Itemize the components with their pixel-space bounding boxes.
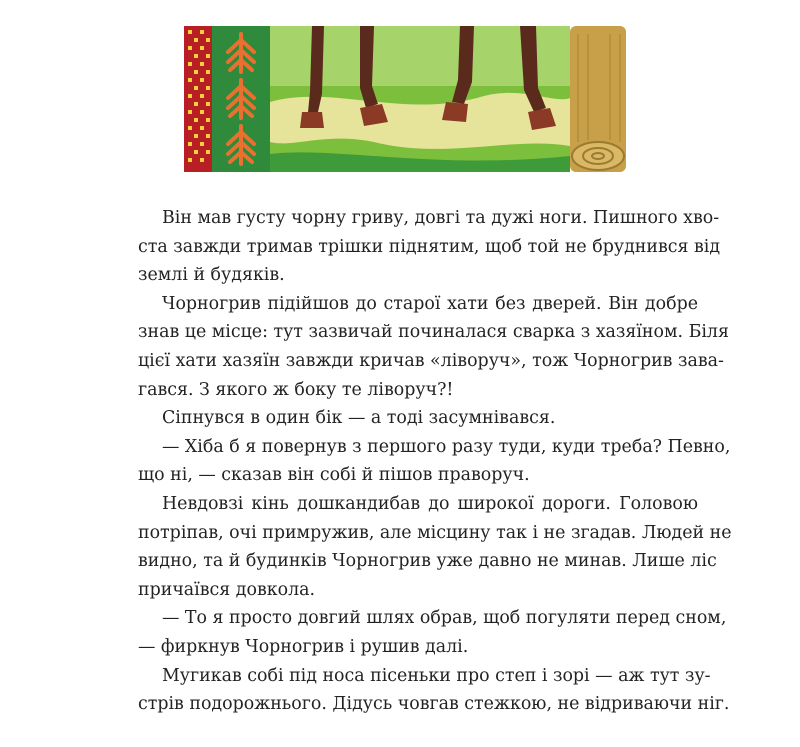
text-line: стрів подорожнього. Дідусь човгав стежкою, не відриваючи ніг.: [138, 694, 730, 715]
text-line: Невдовзі кінь дошкандибав до широкої дороги. Головою: [162, 493, 698, 514]
text-line: Мугикав собі під носа пісеньки про степ і зорі — аж тут зу-: [162, 665, 711, 686]
text-line: цієї хати хазяїн завжди кричав «ліворуч», тож Чорногрив зава-: [138, 350, 724, 371]
text-line: ста завжди тримав трішки піднятим, щоб той не бруднився від: [138, 236, 721, 257]
text-line: Він мав густу чорну гриву, довгі та дужі ноги. Пишного хво-: [162, 208, 720, 228]
text-line: що ні, — сказав він собі й пішов праворуч.: [138, 465, 530, 486]
text-line: — То я просто довгий шлях обрав, щоб погуляти перед сном,: [162, 608, 727, 629]
text-line: землі й будяків.: [138, 265, 285, 286]
text-line: Чорногрив підійшов до старої хати без дверей. Він добре: [162, 293, 698, 314]
text-line: видно, та й будинків Чорногрив уже давно не минав. Лише ліс: [138, 551, 717, 572]
text-line: гався. З якого ж боку те ліворуч?!: [138, 379, 454, 400]
story-illustration: [184, 24, 636, 174]
text-line: потріпав, очі примружив, але місцину так і не згадав. Людей не: [138, 522, 732, 543]
text-line: Сіпнувся в один бік — а тоді засумнівався.: [162, 408, 556, 429]
carpet-roll-end: [572, 142, 624, 170]
text-line: — фиркнув Чорногрив і рушив далі.: [138, 636, 469, 657]
horse-carpet-illustration: [184, 24, 636, 174]
text-line: знав це місце: тут зазвичай починалася сварка з хазяїном. Біля: [138, 322, 729, 343]
text-line: — Хіба б я повернув з першого разу туди, куди треба? Певно,: [162, 436, 731, 457]
story-text: [138, 204, 732, 719]
text-line: причаївся довкола.: [138, 579, 316, 600]
